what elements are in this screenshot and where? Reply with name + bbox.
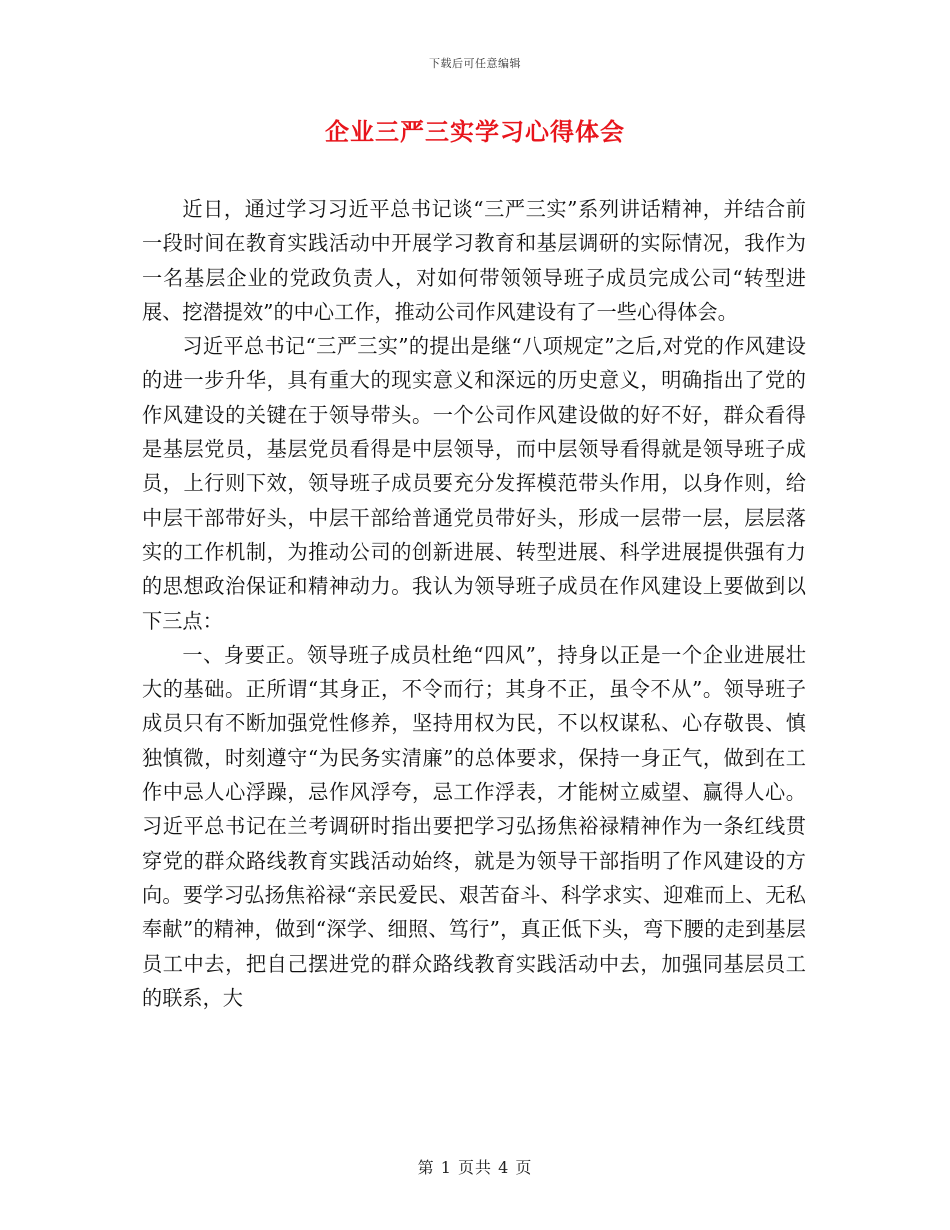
document-title: 企业三严三实学习心得体会 (325, 117, 625, 146)
paragraph-background: 习近平总书记“三严三实”的提出是继“八项规定”之后,对党的作风建设的进一步升华，具有重大的现实意义和深远的历史意义，明确指出了党的作风建设的关键在于领导带头。一个公司作风建设做的好不好，群众看得是基层党员，基层党员看得是中层领导，而中层领导看得就是领导班子成员，上行则下效，领导班子成员要充分发挥模范带头作用，以身作则，给中层干部带好头，中层干部给普通党员带好头，形成一层带一层，层层落实的工作机制，为推动公司的创新进展、转型进展、科学进展提供强有力的思想政治保证和精神动力。我认为领导班子成员在作风建设上要做到以下三点： (142, 334, 806, 633)
page-number-footer: 第 1 页共 4 页 (417, 1158, 533, 1177)
paragraph-point-one: 一、身要正。领导班子成员杜绝“四风”，持身以正是一个企业进展壮大的基础。正所谓“其身正，不令而行；其身不正，虽令不从”。领导班子成员只有不断加强党性修养，坚持用权为民，不以权谋私、心存敬畏、慎独慎微，时刻遵守“为民务实清廉”的总体要求，保持一身正气，做到在工作中忌人心浮躁，忌作风浮夸，忌工作浮表，才能树立威望、赢得人心。习近平总书记在兰考调研时指出要把学习弘扬焦裕禄精神作为一条红线贯穿党的群众路线教育实践活动始终，就是为领导干部指明了作风建设的方向。要学习弘扬焦裕禄“亲民爱民、艰苦奋斗、科学求实、迎难而上、无私奉献”的精神，做到“深学、细照、笃行”，真正低下头，弯下腰的走到基层员工中去，把自己摆进党的群众路线教育实践活动中去，加强同基层员工的联系，大 (142, 642, 806, 1010)
document-body (142, 192, 806, 1015)
paragraph-intro: 近日，通过学习习近平总书记谈“三严三实”系列讲话精神，并结合前一段时间在教育实践活动中开展学习教育和基层调研的实际情况，我作为一名基层企业的党政负责人，对如何带领领导班子成员完成公司“转型进展、挖潜提效”的中心工作，推动公司作风建设有了一些心得体会。 (142, 197, 806, 324)
header-note: 下载后可任意编辑 (429, 57, 521, 70)
